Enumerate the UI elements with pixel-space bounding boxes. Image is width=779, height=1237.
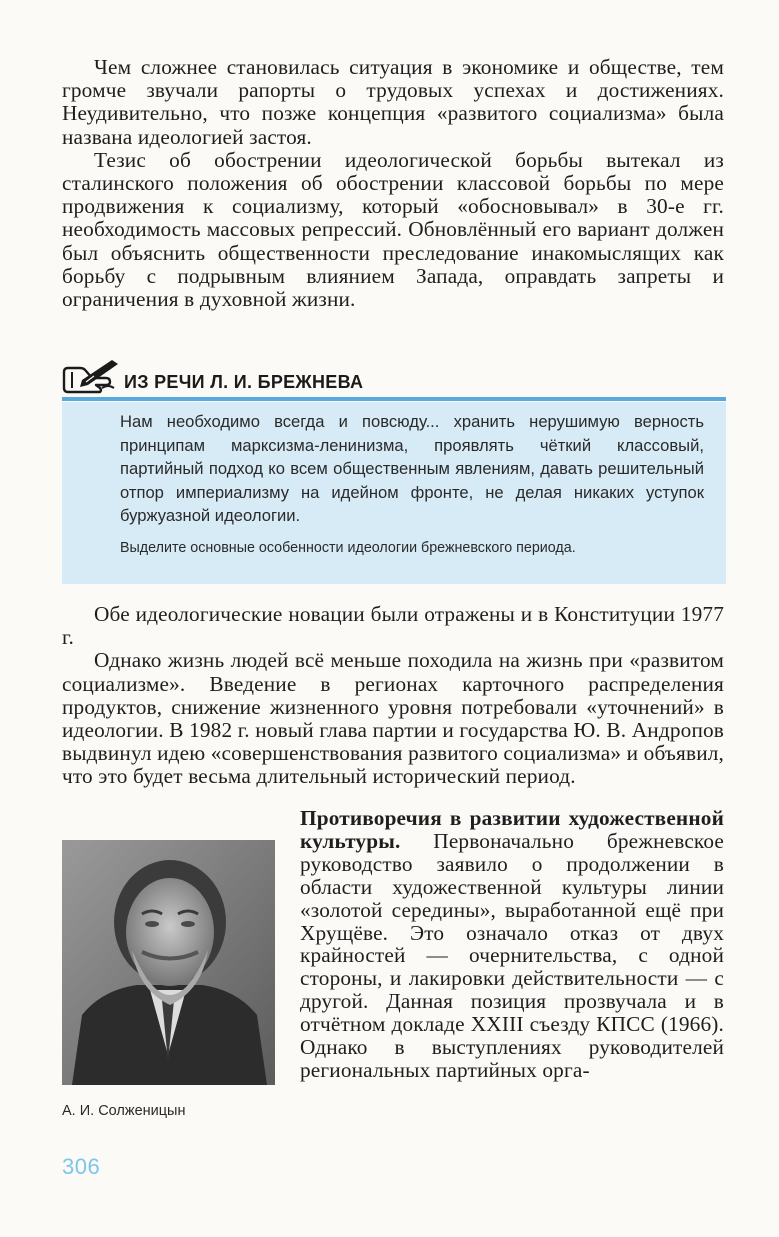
hand-writing-icon (62, 358, 120, 394)
quote-body (62, 402, 726, 584)
quote-question: Выделите основные особенности идеологии брежневского периода. (120, 540, 576, 556)
paragraph: Чем сложнее становилась ситуация в экономике и обществе, тем громче звучали рапорты о трудовых успехах и достижениях. Неудивительно, что позже концепция «развитого социализма» была названа идеологией застоя. (62, 55, 724, 149)
portrait-photo (62, 840, 275, 1085)
quote-title: ИЗ РЕЧИ Л. И. БРЕЖНЕВА (124, 372, 364, 392)
paragraph: Однако жизнь людей всё меньше походила на жизнь при «развитом социализме». Введение в регионах карточного распределения продуктов, снижение жизненного уровня потребовали «уточнений» в идеологии. В 1982 г. новый глава партии и государства Ю. В. Андропов выдвинул идею «совершенствования развитого социализма» и объявил, что это будет весьма длительный исторический период. (62, 648, 725, 789)
middle-text-block (62, 603, 724, 789)
section-column (300, 807, 724, 1082)
quote-box (62, 352, 726, 584)
paragraph: Тезис об обострении идеологической борьбы вытекал из сталинского положения об обострении классовой борьбы по мере продвижения к социализму, который «обосновывал» в 30-е гг. необходимость массовых репрессий. Обновлённый его вариант должен был объяснить общественности преследование инакомыслящих как борьбу с подрывным влиянием Запада, оправдать запреты и ограничения в духовной жизни. (62, 147, 724, 312)
page-number: 306 (62, 1154, 101, 1179)
quote-text: Нам необходимо всегда и повсюду... хранить нерушимую верность принципам марксизма-ленинизма, проявлять чёткий классовый, партийный подход ко всем общественным явлениям, давать решительный отпор империализму на идейном фронте, не делая никаких уступок буржуазной идеологии. (120, 412, 704, 526)
quote-divider (62, 397, 726, 401)
portrait-image (62, 840, 275, 1085)
quote-header (62, 352, 726, 398)
section-text: Первоначально брежневское руководство заявило о продолжении в области художественной культуры линии «золотой середины», выработанной ещё при Хрущёве. Это означало отказ от двух крайностей — очернительства, с одной стороны, и лакировки действительности — с другой. Данная позиция прозвучала и в отчётном докладе XXIII съезду КПСС (1966). Однако в выступлениях руководителей региональных партийных орга- (300, 828, 724, 1082)
portrait-caption: А. И. Солженицын (62, 1103, 186, 1119)
paragraph: Обе идеологические новации были отражены и в Конституции 1977 г. (62, 602, 724, 650)
section-paragraph (300, 807, 724, 1082)
section-heading: Противоречия в развитии художественной культуры. (300, 806, 724, 853)
top-text-block (62, 56, 724, 311)
